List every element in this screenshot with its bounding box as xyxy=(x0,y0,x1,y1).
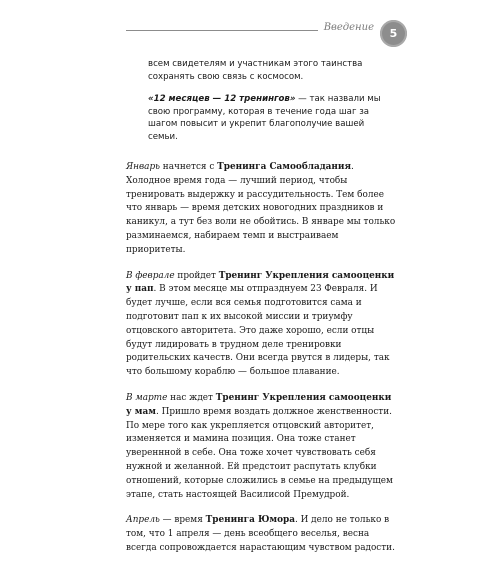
intro-paragraph-2-text: — так назвали мы свою программу, которая в течение года шаг за шагом повысит и укрепит благополучие вашей семьи. xyxy=(148,94,381,142)
month-march: В марте xyxy=(126,392,168,403)
page-number-badge xyxy=(380,20,407,47)
text-march: . Пришло время воздать должное женственности. По мере того как укрепляется отцовский авторитет, изменяется и мамина позиция. Она тоже станет увереннной в себе. Она тоже хочет чувствовать себя нужной и желанной. Ей предстоит распутать клубки отношений, которые сложились в семье на предыдущем этапе, стать настоящей Василисой Премудрой. xyxy=(126,406,393,500)
paragraph-april xyxy=(126,514,396,555)
program-title: «12 месяцев — 12 тренингов» xyxy=(148,94,296,105)
month-april: Апрель xyxy=(126,515,160,526)
text-february: . В этом месяце мы отпразднуем 23 Февраля. И будет лучше, если вся семья подготовится сама и подготовит пап к их высокой миссии и триумфу отцовского авторитета. Это даже хорошо, если отцы будут лидировать в трудном деле тренировки родительских качеств. Они всегда рвутся в лидеры, так что большому кораблю — большое плавание. xyxy=(126,284,390,378)
paragraph-february xyxy=(126,270,396,380)
lead-february: пройдет xyxy=(174,270,219,281)
lead-april: — время xyxy=(159,515,206,526)
intro-block xyxy=(148,58,388,154)
month-january: Январь xyxy=(126,162,160,172)
training-march: Тренинг Укрепления самооценки у мам xyxy=(126,392,392,417)
section-label: Введение xyxy=(318,22,374,33)
training-april: Тренинга Юмора xyxy=(205,515,295,526)
body-text xyxy=(126,161,396,568)
paragraph-january xyxy=(126,161,396,258)
paragraph-march xyxy=(126,392,396,502)
page-number: 5 xyxy=(389,27,398,40)
lead-march: нас ждет xyxy=(167,392,216,403)
training-january: Тренинга Самообладания xyxy=(217,162,352,172)
lead-january: начнется с xyxy=(159,162,218,172)
intro-paragraph-2 xyxy=(148,93,388,143)
text-april: . И дело не только в том, что 1 апреля — день всеобщего веселья, весна всегда сопровождается нарастающим чувством радости. xyxy=(126,515,395,553)
intro-paragraph-1: всем свидетелям и участникам этого таинства сохранять свою связь с космосом. xyxy=(148,59,363,82)
text-january: . Холодное время года — лучший период, чтобы тренировать выдержку и рассудительность. Тем более что январь — время детских новогодних праздников и каникул, а тут без воли не обойтись. В январе мы только разминаемся, набираем темп и выстраиваем приоритеты. xyxy=(126,162,396,255)
month-february: В феврале xyxy=(126,270,175,281)
training-february: Тренинг Укрепления самооценки у пап xyxy=(126,270,395,295)
